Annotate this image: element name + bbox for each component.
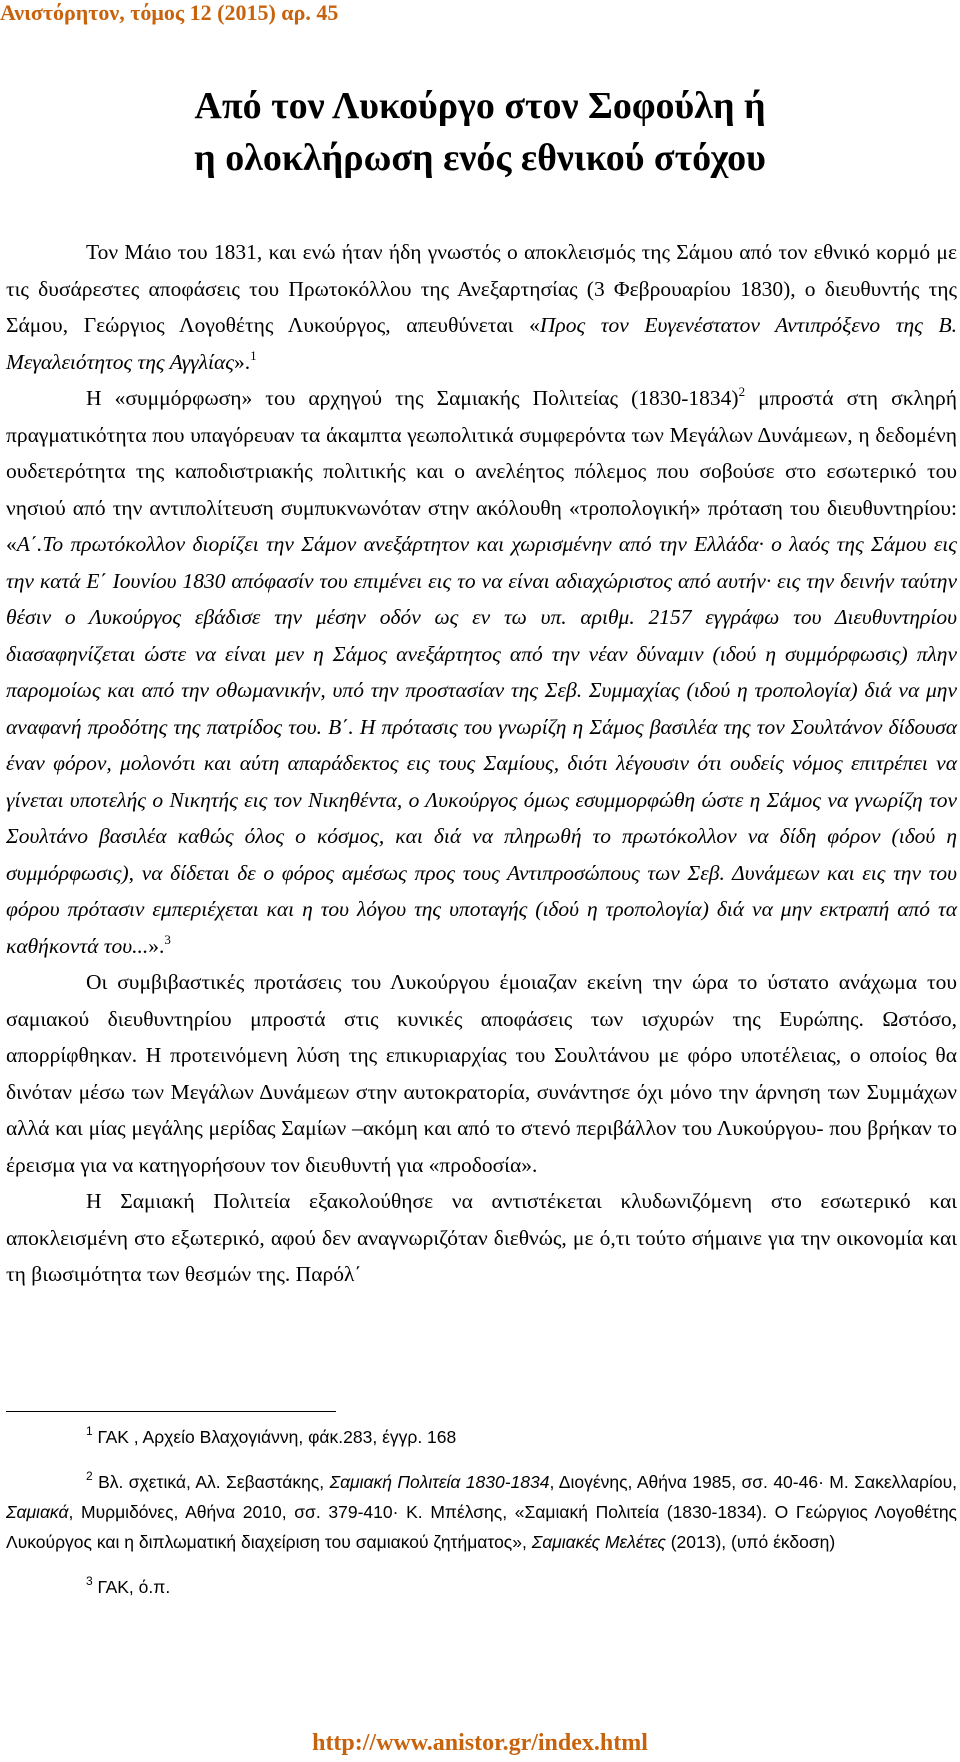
- footnote-text: Βλ. σχετικά, Αλ. Σεβαστάκης,: [92, 1472, 330, 1492]
- footnote-text: (2013), (υπό έκδοση): [665, 1532, 836, 1552]
- paragraph-2: [6, 380, 957, 964]
- title-line-1: Από τον Λυκούργο στον Σοφούλη ή: [194, 85, 766, 127]
- footnote-number: 3: [86, 1574, 93, 1588]
- paragraph-3: Οι συμβιβαστικές προτάσεις του Λυκούργου έμοιαζαν εκείνη την ώρα το ύστατο ανάχωμα του σαμιακού διευθυντηρίου μπροστά στις κυνικές αποφάσεις των ισχυρών της Ευρώπης. Ωστόσο, απορρίφθηκαν. Η προτεινόμενη λύση της επικυριαρχίας του Σουλτάνου με φόρο υποτέλειας, ο οποίος θα δινόταν μέσω των Μεγάλων Δυνάμεων στην αυτοκρατορία, συνάντησε όχι μόνο την άρνηση των Συμμάχων αλλά και μίας μεγάλης μερίδας Σαμίων –ακόμη και από το στενό περιβάλλον του Λυκούργου- που βρήκαν το έρεισμα για να κατηγορήσουν τον διευθυντή για «προδοσία».: [6, 970, 957, 1177]
- journal-title: Σαμιακές Μελέτες: [531, 1532, 666, 1552]
- text-run: ».: [234, 349, 251, 374]
- journal-header: Ανιστόρητον, τόμος 12 (2015) αρ. 45: [0, 0, 339, 25]
- book-title: Σαμιακά: [6, 1502, 69, 1522]
- footnote-1: [6, 1422, 957, 1452]
- title-line-2: η ολοκλήρωση ενός εθνικού στόχου: [194, 137, 766, 179]
- italic-quote: Α΄.Το πρωτόκολλον διορίζει την Σάμον ανεξάρτητον και χωρισμένην από την Ελλάδα· ο λαός της Σάμου εις την κατά Ε΄ Ιουνίου 1830 απόφασίν του επιμένει εις το να είναι αδιαχώριστος από αυτήν· εις την δεινήν ταύτην θέσιν ο Λυκούργος εβάδισε την μέσην οδόν ως εν τω υπ. αριθμ. 2157 εγγράφω του Διευθυντηρίου διασαφηνίζεται ώστε να είναι μεν η Σάμος ανεξάρτητος από την νέαν δύναμιν (ιδού η συμμόρφωσις) πλην παρομοίως και από την οθωμανικήν, υπό την προστασίαν της Σεβ. Συμμαχίας (ιδού η τροπολογία) διά να μην αναφανή προδότης της πατρίδος του. Β΄. Η πρότασις του γνωρίζη η Σάμος βασιλέα της τον Σουλτάνον δίδουσα έναν φόρον, μολονότι και αύτη απαράδεκτος εις τους Σαμίους, διότι λέγουσιν ότι ουδείς νόμος επιτρέπει να γίνεται υποτελής ο Νικητής εις τον Νικηθέντα, ο Λυκούργος όμως εσυμμορφώθη ώστε η Σάμος να γνωρίζη τον Σουλτάνο βασιλέα καθώς όλος ο κόσμος, και διά να πληρωθή το πρωτόκολλον να δίδη φόρον (ιδού η συμμόρφωσις), να δίδεται δε ο φόρος αμέσως προς τους Αντιπροσώπους των Σεβ. Δυνάμεων και εις την του φόρου πρότασιν εμπεριέχεται και η του λόγου της υποταγής (ιδού η τροπολογία) διά να μην εκτραπή από τα καθήκοντά του...: [6, 532, 957, 958]
- footnote-number: 1: [86, 1424, 93, 1438]
- article-body: [6, 234, 957, 1293]
- footnote-text: , Μυρμιδόνες, Αθήνα 2010, σσ. 379-410· Κ. Μπέλσης, «Σαμιακή Πολιτεία (1830-1834). Ο Γεώργιος Λογοθέτης Λυκούργος και η διπλωματική διαχείριση του σαμιακού ζητήματος»,: [6, 1502, 957, 1552]
- text-run: μπροστά στη σκληρή πραγματικότητα που υπαγόρευαν τα άκαμπτα γεωπολιτικά συμφερόντα των Μεγάλων Δυνάμεων, η δεδομένη ουδετερότητα της καποδιστριακής πολιτικής και ο ανελέητος πόλεμος που σοβούσε στο εσωτερικό του νησιού από την αντιπολίτευση συμπυκνωνόταν στην ακόλουθη «τροπολογική» πρόταση του διευθυντηρίου: «: [6, 386, 957, 556]
- text-run: Η «συμμόρφωση» του αρχηγού της Σαμιακής Πολιτείας (1830-1834): [86, 386, 739, 410]
- footnote-3: [6, 1572, 957, 1602]
- book-title: Σαμιακή Πολιτεία 1830-1834: [329, 1472, 550, 1492]
- text-run: Τον Μάιο του 1831, και ενώ ήταν ήδη γνωστός ο αποκλεισμός της Σάμου από τον εθνικό κορμό με τις δυσάρεστες αποφάσεις του Πρωτοκόλλου της Ανεξαρτησίας (3 Φεβρουαρίου 1830), ο διευθυντής της Σάμου, Γεώργιος Λογοθέτης Λυκούργος, απευθύνεται «: [6, 240, 957, 337]
- paragraph-1: [6, 234, 957, 380]
- paragraph-4: Η Σαμιακή Πολιτεία εξακολούθησε να αντιστέκεται κλυδωνιζόμενη στο εσωτερικό και αποκλεισμένη στο εξωτερικό, αφού δεν αναγνωριζόταν διεθνώς, με ό,τι τούτο σήμαινε για την οικονομία και τη βιωσιμότητα των θεσμών της. Παρόλ΄: [6, 1189, 957, 1286]
- text-run: ».: [148, 933, 165, 958]
- footnote-divider: [6, 1411, 336, 1412]
- article-title: [0, 80, 960, 184]
- footnote-text: , Διογένης, Αθήνα 1985, σσ. 40-46· Μ. Σακελλαρίου,: [549, 1472, 957, 1492]
- footnotes: [6, 1422, 957, 1617]
- italic-quote: Προς τον Ευγενέστατον Αντιπρόξενο της Β. Μεγαλειότητος της Αγγλίας: [6, 313, 957, 374]
- footnote-2: [6, 1467, 957, 1557]
- footnote-text: ΓΑΚ , Αρχείο Βλαχογιάννη, φάκ.283, έγγρ. 168: [92, 1427, 457, 1447]
- footnote-ref-1[interactable]: 1: [250, 347, 257, 363]
- footer-url-link[interactable]: http://www.anistor.gr/index.html: [312, 1730, 648, 1756]
- footnote-ref-2[interactable]: 2: [738, 384, 746, 399]
- footnote-number: 2: [86, 1469, 93, 1483]
- footnote-text: ΓΑΚ, ό.π.: [92, 1577, 171, 1597]
- footnote-ref-3[interactable]: 3: [164, 931, 171, 947]
